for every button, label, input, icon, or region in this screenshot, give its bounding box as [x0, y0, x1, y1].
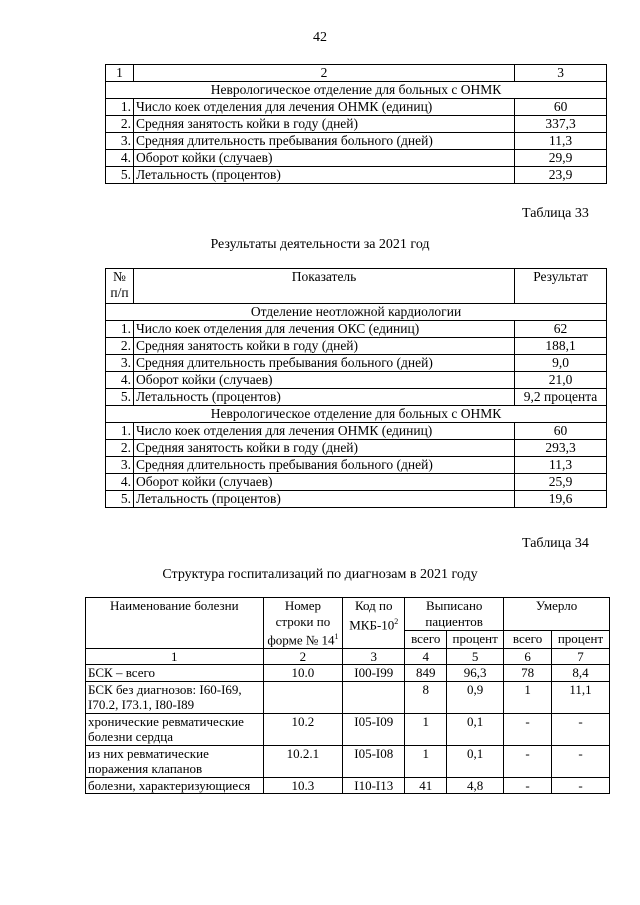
indicator: Летальность (процентов) [133, 491, 514, 508]
discharged-percent: 0,1 [447, 713, 504, 745]
table-row [86, 777, 610, 794]
result: 23,9 [515, 167, 607, 184]
indicator: Число коек отделения для лечения ОНМК (единиц) [133, 99, 514, 116]
row-number: 4. [106, 150, 134, 167]
row-number: 5. [106, 167, 134, 184]
footnote-marker: 1 [334, 632, 339, 641]
table-row [106, 167, 607, 184]
disease-name: болезни, характеризующиеся [86, 777, 264, 794]
header-disease-name: Наименование болезни [86, 598, 264, 649]
table34-label: Таблица 34 [522, 536, 589, 551]
table-row [86, 745, 610, 777]
table-row [106, 457, 607, 474]
result: 9,0 [515, 355, 607, 372]
form-row-number: 10.0 [263, 665, 343, 682]
table-row [86, 713, 610, 745]
table-row [106, 150, 607, 167]
row-number: 3. [106, 355, 134, 372]
icd-code [343, 681, 405, 713]
header-icd-code-text: Код по МКБ-10 [349, 598, 395, 632]
column-number-row [86, 648, 610, 665]
died-percent: - [552, 713, 610, 745]
result: 62 [515, 321, 607, 338]
indicator: Средняя занятость койки в году (дней) [133, 440, 514, 457]
indicator: Оборот койки (случаев) [133, 372, 514, 389]
header-form-row-text: Номер строки по форме № 14 [267, 598, 335, 648]
disease-name: БСК – всего [86, 665, 264, 682]
table-row [106, 491, 607, 508]
form-row-number: 10.3 [263, 777, 343, 794]
died-total: 78 [504, 665, 552, 682]
row-number: 2. [106, 338, 134, 355]
section-title: Неврологическое отделение для больных с ОНМК [106, 82, 607, 99]
disease-name: хронические ревматические болезни сердца [86, 713, 264, 745]
indicator: Летальность (процентов) [133, 389, 514, 406]
row-number: 4. [106, 474, 134, 491]
row-number: 1. [106, 423, 134, 440]
header-cell: 3 [515, 65, 607, 82]
row-number: 1. [106, 99, 134, 116]
result: 25,9 [515, 474, 607, 491]
subheader-total: всего [405, 631, 447, 649]
indicator: Число коек отделения для лечения ОНМК (единиц) [133, 423, 514, 440]
indicator: Оборот койки (случаев) [133, 474, 514, 491]
table-row [106, 474, 607, 491]
table-row [86, 681, 610, 713]
form-row-number [263, 681, 343, 713]
table33-title: Результаты деятельности за 2021 год [210, 237, 430, 252]
row-number: 2. [106, 440, 134, 457]
header-died: Умерло [504, 598, 610, 631]
table-row [106, 116, 607, 133]
result: 29,9 [515, 150, 607, 167]
discharged-total: 8 [405, 681, 447, 713]
column-number: 1 [86, 648, 264, 665]
page-number: 42 [313, 30, 327, 45]
indicator: Средняя длительность пребывания больного (дней) [133, 457, 514, 474]
table-prev [105, 64, 607, 184]
indicator: Средняя длительность пребывания больного (дней) [133, 133, 514, 150]
died-percent: 11,1 [552, 681, 610, 713]
died-total: - [504, 745, 552, 777]
row-number: 3. [106, 133, 134, 150]
result: 11,3 [515, 133, 607, 150]
result: 337,3 [515, 116, 607, 133]
header-discharged: Выписано пациентов [405, 598, 504, 631]
died-total: - [504, 713, 552, 745]
discharged-percent: 0,1 [447, 745, 504, 777]
discharged-total: 1 [405, 713, 447, 745]
result: 11,3 [515, 457, 607, 474]
icd-code: I05-I09 [343, 713, 405, 745]
form-row-number: 10.2 [263, 713, 343, 745]
row-number: 3. [106, 457, 134, 474]
section-row [106, 304, 607, 321]
died-percent: 8,4 [552, 665, 610, 682]
table-row [106, 321, 607, 338]
column-number: 2 [263, 648, 343, 665]
icd-code: I00-I99 [343, 665, 405, 682]
died-total: 1 [504, 681, 552, 713]
indicator: Средняя занятость койки в году (дней) [133, 116, 514, 133]
row-number: 5. [106, 491, 134, 508]
table34-title: Структура госпитализаций по диагнозам в 2021 году [162, 567, 478, 582]
column-number: 7 [552, 648, 610, 665]
discharged-percent: 96,3 [447, 665, 504, 682]
subheader-total: всего [504, 631, 552, 649]
result: 19,6 [515, 491, 607, 508]
column-number: 4 [405, 648, 447, 665]
table-row [106, 440, 607, 457]
column-number: 6 [504, 648, 552, 665]
table-header-row [86, 598, 610, 631]
table-row [86, 665, 610, 682]
table-row [106, 389, 607, 406]
discharged-percent: 4,8 [447, 777, 504, 794]
indicator: Оборот койки (случаев) [133, 150, 514, 167]
result: 60 [515, 99, 607, 116]
icd-code: I05-I08 [343, 745, 405, 777]
table-header-row [106, 269, 607, 304]
indicator: Средняя длительность пребывания больного (дней) [133, 355, 514, 372]
header-indicator: Показатель [133, 269, 514, 304]
header-form-row [263, 598, 343, 649]
disease-name: из них ревматические поражения клапанов [86, 745, 264, 777]
discharged-total: 849 [405, 665, 447, 682]
header-number: № п/п [106, 269, 134, 304]
indicator: Летальность (процентов) [133, 167, 514, 184]
icd-code: I10-I13 [343, 777, 405, 794]
column-number: 5 [447, 648, 504, 665]
disease-name: БСК без диагнозов: I60-I69, I70.2, I73.1, I80-I89 [86, 681, 264, 713]
discharged-percent: 0,9 [447, 681, 504, 713]
indicator: Число коек отделения для лечения ОКС (единиц) [133, 321, 514, 338]
section-row [106, 406, 607, 423]
table-row [106, 423, 607, 440]
indicator: Средняя занятость койки в году (дней) [133, 338, 514, 355]
row-number: 5. [106, 389, 134, 406]
header-cell: 1 [106, 65, 134, 82]
result: 293,3 [515, 440, 607, 457]
discharged-total: 1 [405, 745, 447, 777]
subheader-percent: процент [447, 631, 504, 649]
row-number: 2. [106, 116, 134, 133]
subheader-percent: процент [552, 631, 610, 649]
table-header-row [106, 65, 607, 82]
footnote-marker: 2 [394, 616, 399, 626]
table-row [106, 355, 607, 372]
table34 [85, 597, 610, 794]
result: 60 [515, 423, 607, 440]
section-row [106, 82, 607, 99]
row-number: 4. [106, 372, 134, 389]
died-percent: - [552, 745, 610, 777]
header-icd-code [343, 598, 405, 649]
result: 21,0 [515, 372, 607, 389]
result: 9,2 процента [515, 389, 607, 406]
table-row [106, 99, 607, 116]
died-percent: - [552, 777, 610, 794]
table-row [106, 338, 607, 355]
section-title: Неврологическое отделение для больных с ОНМК [106, 406, 607, 423]
died-total: - [504, 777, 552, 794]
table-row [106, 372, 607, 389]
header-cell: 2 [133, 65, 514, 82]
column-number: 3 [343, 648, 405, 665]
table-row [106, 133, 607, 150]
result: 188,1 [515, 338, 607, 355]
table33 [105, 268, 607, 508]
discharged-total: 41 [405, 777, 447, 794]
table33-label: Таблица 33 [522, 206, 589, 221]
form-row-number: 10.2.1 [263, 745, 343, 777]
header-result: Результат [515, 269, 607, 304]
section-title: Отделение неотложной кардиологии [106, 304, 607, 321]
row-number: 1. [106, 321, 134, 338]
